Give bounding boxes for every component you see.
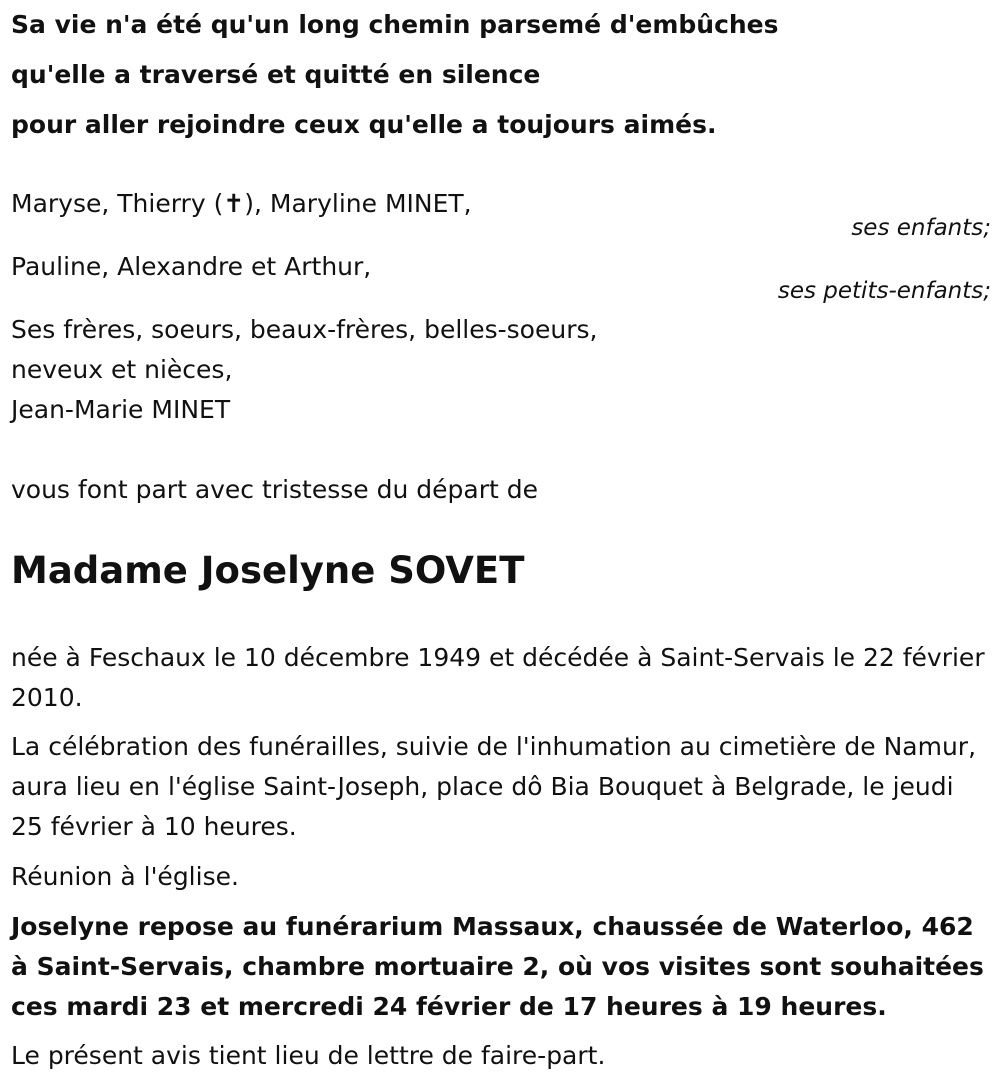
grandchildren-role: ses petits-enfants; xyxy=(777,278,991,304)
verse-line-1: Sa vie n'a été qu'un long chemin parsemé d'embûches xyxy=(11,10,779,39)
meeting-paragraph: Réunion à l'église. xyxy=(11,862,239,891)
siblings-line-3: Jean-Marie MINET xyxy=(11,395,231,424)
verse-line-2: qu'elle a traversé et quitté en silence xyxy=(11,60,541,89)
deceased-name: Madame Joselyne SOVET xyxy=(11,549,525,592)
siblings-line-2: neveux et nièces, xyxy=(11,355,233,384)
funeral-paragraph: La célébration des funérailles, suivie de l'inhumation au cimetière de Namur, aura lieu en l'église Saint-Joseph, place dô Bia Bouquet à Belgrade, le jeudi 25 février à 10 heures. xyxy=(11,732,977,841)
announcement: vous font part avec tristesse du départ de xyxy=(11,475,538,504)
verse-line-3: pour aller rejoindre ceux qu'elle a toujours aimés. xyxy=(11,110,717,139)
children-role: ses enfants; xyxy=(851,215,991,241)
children-names: Maryse, Thierry (✝), Maryline MINET, xyxy=(11,189,472,218)
visitation-paragraph: Joselyne repose au funérarium Massaux, chaussée de Waterloo, 462 à Saint-Servais, chambre mortuaire 2, où vos visites sont souhaitées ces mardi 23 et mercredi 24 février de 17 heures à 19 heures. xyxy=(11,912,984,1021)
birth-death-paragraph: née à Feschaux le 10 décembre 1949 et décédée à Saint-Servais le 22 février 2010. xyxy=(11,643,985,712)
grandchildren-names: Pauline, Alexandre et Arthur, xyxy=(11,252,372,281)
closing-paragraph: Le présent avis tient lieu de lettre de faire-part. xyxy=(11,1041,606,1070)
siblings-line-1: Ses frères, soeurs, beaux-frères, belles-soeurs, xyxy=(11,315,598,344)
